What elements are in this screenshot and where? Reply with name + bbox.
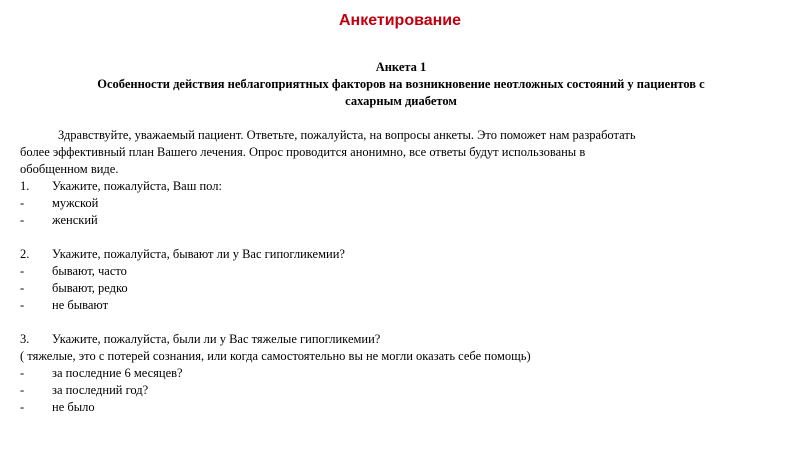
answer-option [20, 382, 782, 399]
question-3 [20, 331, 782, 348]
option-marker: - [20, 383, 25, 397]
spacer [20, 314, 782, 331]
questionnaire-subtitle-line-2: сахарным диабетом [345, 94, 457, 108]
option-text: бывают, часто [52, 264, 127, 278]
answer-option [20, 195, 782, 212]
option-marker: - [20, 196, 25, 210]
intro-line-2: более эффективный план Вашего лечения. Опрос проводится анонимно, все ответы будут использованы в [20, 145, 586, 159]
option-marker: - [20, 281, 25, 295]
question-number: 3. [20, 332, 30, 346]
question-2 [20, 246, 782, 263]
question-number: 2. [20, 247, 30, 261]
option-text: за последние 6 месяцев? [52, 366, 183, 380]
answer-option [20, 212, 782, 229]
answer-option [20, 365, 782, 382]
question-note: ( тяжелые, это с потерей сознания, или когда самостоятельно вы не могли оказать себе помощь) [20, 349, 531, 363]
answer-option [20, 263, 782, 280]
questionnaire-document [20, 59, 782, 416]
option-text: не было [52, 400, 95, 414]
option-marker: - [20, 298, 25, 312]
questionnaire-heading: Анкета 1 [375, 60, 427, 74]
option-text: мужской [52, 196, 99, 210]
answer-option [20, 297, 782, 314]
questionnaire-subtitle-line-1: Особенности действия неблагоприятных факторов на возникновение неотложных состояний у пациентов с [97, 77, 705, 91]
option-marker: - [20, 366, 25, 380]
slide-title: Анкетирование [338, 12, 462, 29]
option-text: женский [52, 213, 98, 227]
option-text: за последний год? [52, 383, 149, 397]
spacer [20, 110, 782, 127]
question-1 [20, 178, 782, 195]
intro-paragraph [20, 127, 782, 178]
answer-option [20, 280, 782, 297]
question-text: Укажите, пожалуйста, были ли у Вас тяжелые гипогликемии? [52, 332, 381, 346]
option-text: бывают, редко [52, 281, 128, 295]
question-text: Укажите, пожалуйста, Ваш пол: [52, 179, 222, 193]
option-marker: - [20, 400, 25, 414]
answer-option [20, 399, 782, 416]
question-text: Укажите, пожалуйста, бывают ли у Вас гипогликемии? [52, 247, 345, 261]
option-marker: - [20, 264, 25, 278]
question-number: 1. [20, 179, 30, 193]
intro-line-1: Здравствуйте, уважаемый пациент. Ответьте, пожалуйста, на вопросы анкеты. Это поможет нам разработать [58, 128, 636, 142]
spacer [20, 229, 782, 246]
intro-line-3: обобщенном виде. [20, 162, 119, 176]
option-text: не бывают [52, 298, 109, 312]
option-marker: - [20, 213, 25, 227]
